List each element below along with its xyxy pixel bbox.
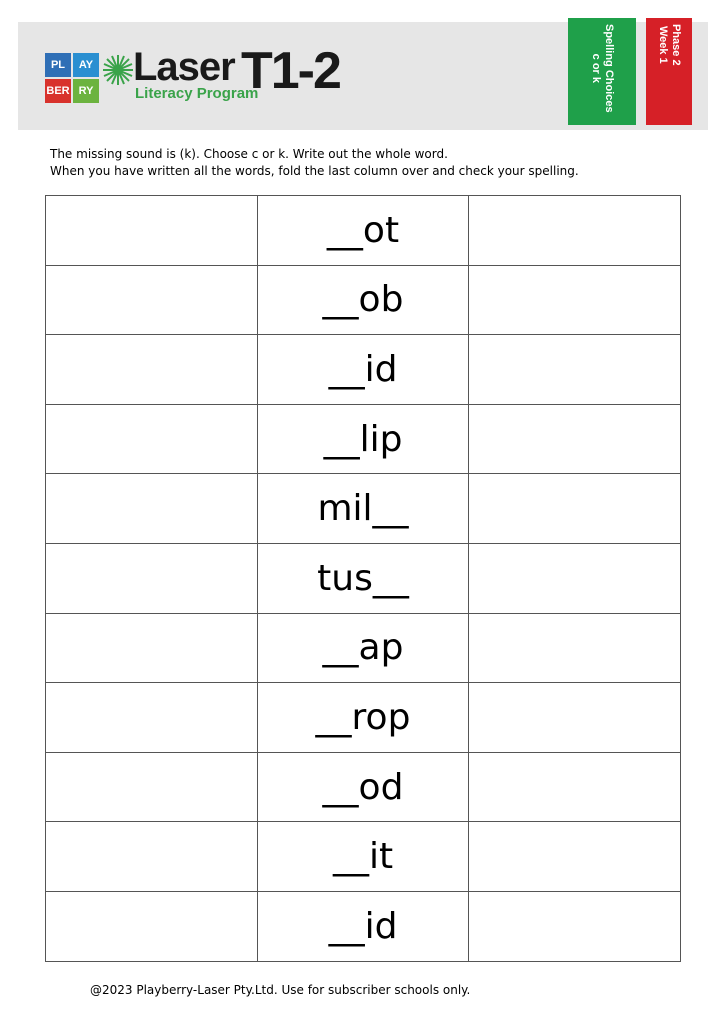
logo-tile: AY xyxy=(73,53,99,77)
answer-cell[interactable] xyxy=(46,891,258,961)
word-prompt: tus__ xyxy=(258,543,469,613)
instruction-line-1: The missing sound is (k). Choose c or k. Write out the whole word. xyxy=(50,147,448,161)
answer-cell[interactable] xyxy=(46,335,258,405)
spelling-choices-tab xyxy=(568,18,636,125)
table-row xyxy=(46,265,681,335)
table-row xyxy=(46,474,681,544)
answer-cell[interactable] xyxy=(46,543,258,613)
instruction-line-2: When you have written all the words, fold the last column over and check your spelling. xyxy=(50,164,579,178)
check-cell[interactable] xyxy=(469,196,681,266)
answer-cell[interactable] xyxy=(46,613,258,683)
answer-cell[interactable] xyxy=(46,404,258,474)
word-prompt: __ot xyxy=(258,196,469,266)
tab-subtitle: c or k xyxy=(590,53,602,83)
word-prompt: __od xyxy=(258,752,469,822)
table-row xyxy=(46,683,681,753)
logo-tile: BER xyxy=(45,79,71,103)
brand-subtitle: Literacy Program xyxy=(135,85,259,102)
level-label: T1-2 xyxy=(241,42,340,100)
spelling-table xyxy=(45,195,681,962)
table-row xyxy=(46,752,681,822)
table-row xyxy=(46,613,681,683)
logo-tile: RY xyxy=(73,79,99,103)
table-row xyxy=(46,196,681,266)
word-prompt: __ob xyxy=(258,265,469,335)
tab-title: Spelling Choices xyxy=(603,24,615,113)
week-label: Week 1 xyxy=(657,25,669,64)
answer-cell[interactable] xyxy=(46,196,258,266)
table-row xyxy=(46,822,681,892)
puzzle-logo-icon xyxy=(45,53,101,105)
check-cell[interactable] xyxy=(469,335,681,405)
word-prompt: __lip xyxy=(258,404,469,474)
answer-cell[interactable] xyxy=(46,474,258,544)
check-cell[interactable] xyxy=(469,891,681,961)
check-cell[interactable] xyxy=(469,265,681,335)
table-row xyxy=(46,891,681,961)
table-row xyxy=(46,335,681,405)
table-row xyxy=(46,543,681,613)
answer-cell[interactable] xyxy=(46,683,258,753)
answer-cell[interactable] xyxy=(46,265,258,335)
check-cell[interactable] xyxy=(469,752,681,822)
word-prompt: mil__ xyxy=(258,474,469,544)
logo-tile: PL xyxy=(45,53,71,77)
check-cell[interactable] xyxy=(469,404,681,474)
phase-week-tab xyxy=(646,18,692,125)
check-cell[interactable] xyxy=(469,613,681,683)
answer-cell[interactable] xyxy=(46,822,258,892)
word-prompt: __id xyxy=(258,891,469,961)
check-cell[interactable] xyxy=(469,474,681,544)
check-cell[interactable] xyxy=(469,543,681,613)
check-cell[interactable] xyxy=(469,822,681,892)
word-prompt: __ap xyxy=(258,613,469,683)
check-cell[interactable] xyxy=(469,683,681,753)
word-prompt: __it xyxy=(258,822,469,892)
laser-burst-icon xyxy=(101,53,135,87)
word-prompt: __rop xyxy=(258,683,469,753)
instructions xyxy=(50,146,579,180)
table-row xyxy=(46,404,681,474)
playberry-laser-logo xyxy=(45,42,345,110)
copyright-footer: @2023 Playberry-Laser Pty.Ltd. Use for subscriber schools only. xyxy=(90,983,471,997)
answer-cell[interactable] xyxy=(46,752,258,822)
brand-word: Laser xyxy=(133,45,235,89)
phase-label: Phase 2 xyxy=(670,24,682,66)
word-prompt: __id xyxy=(258,335,469,405)
